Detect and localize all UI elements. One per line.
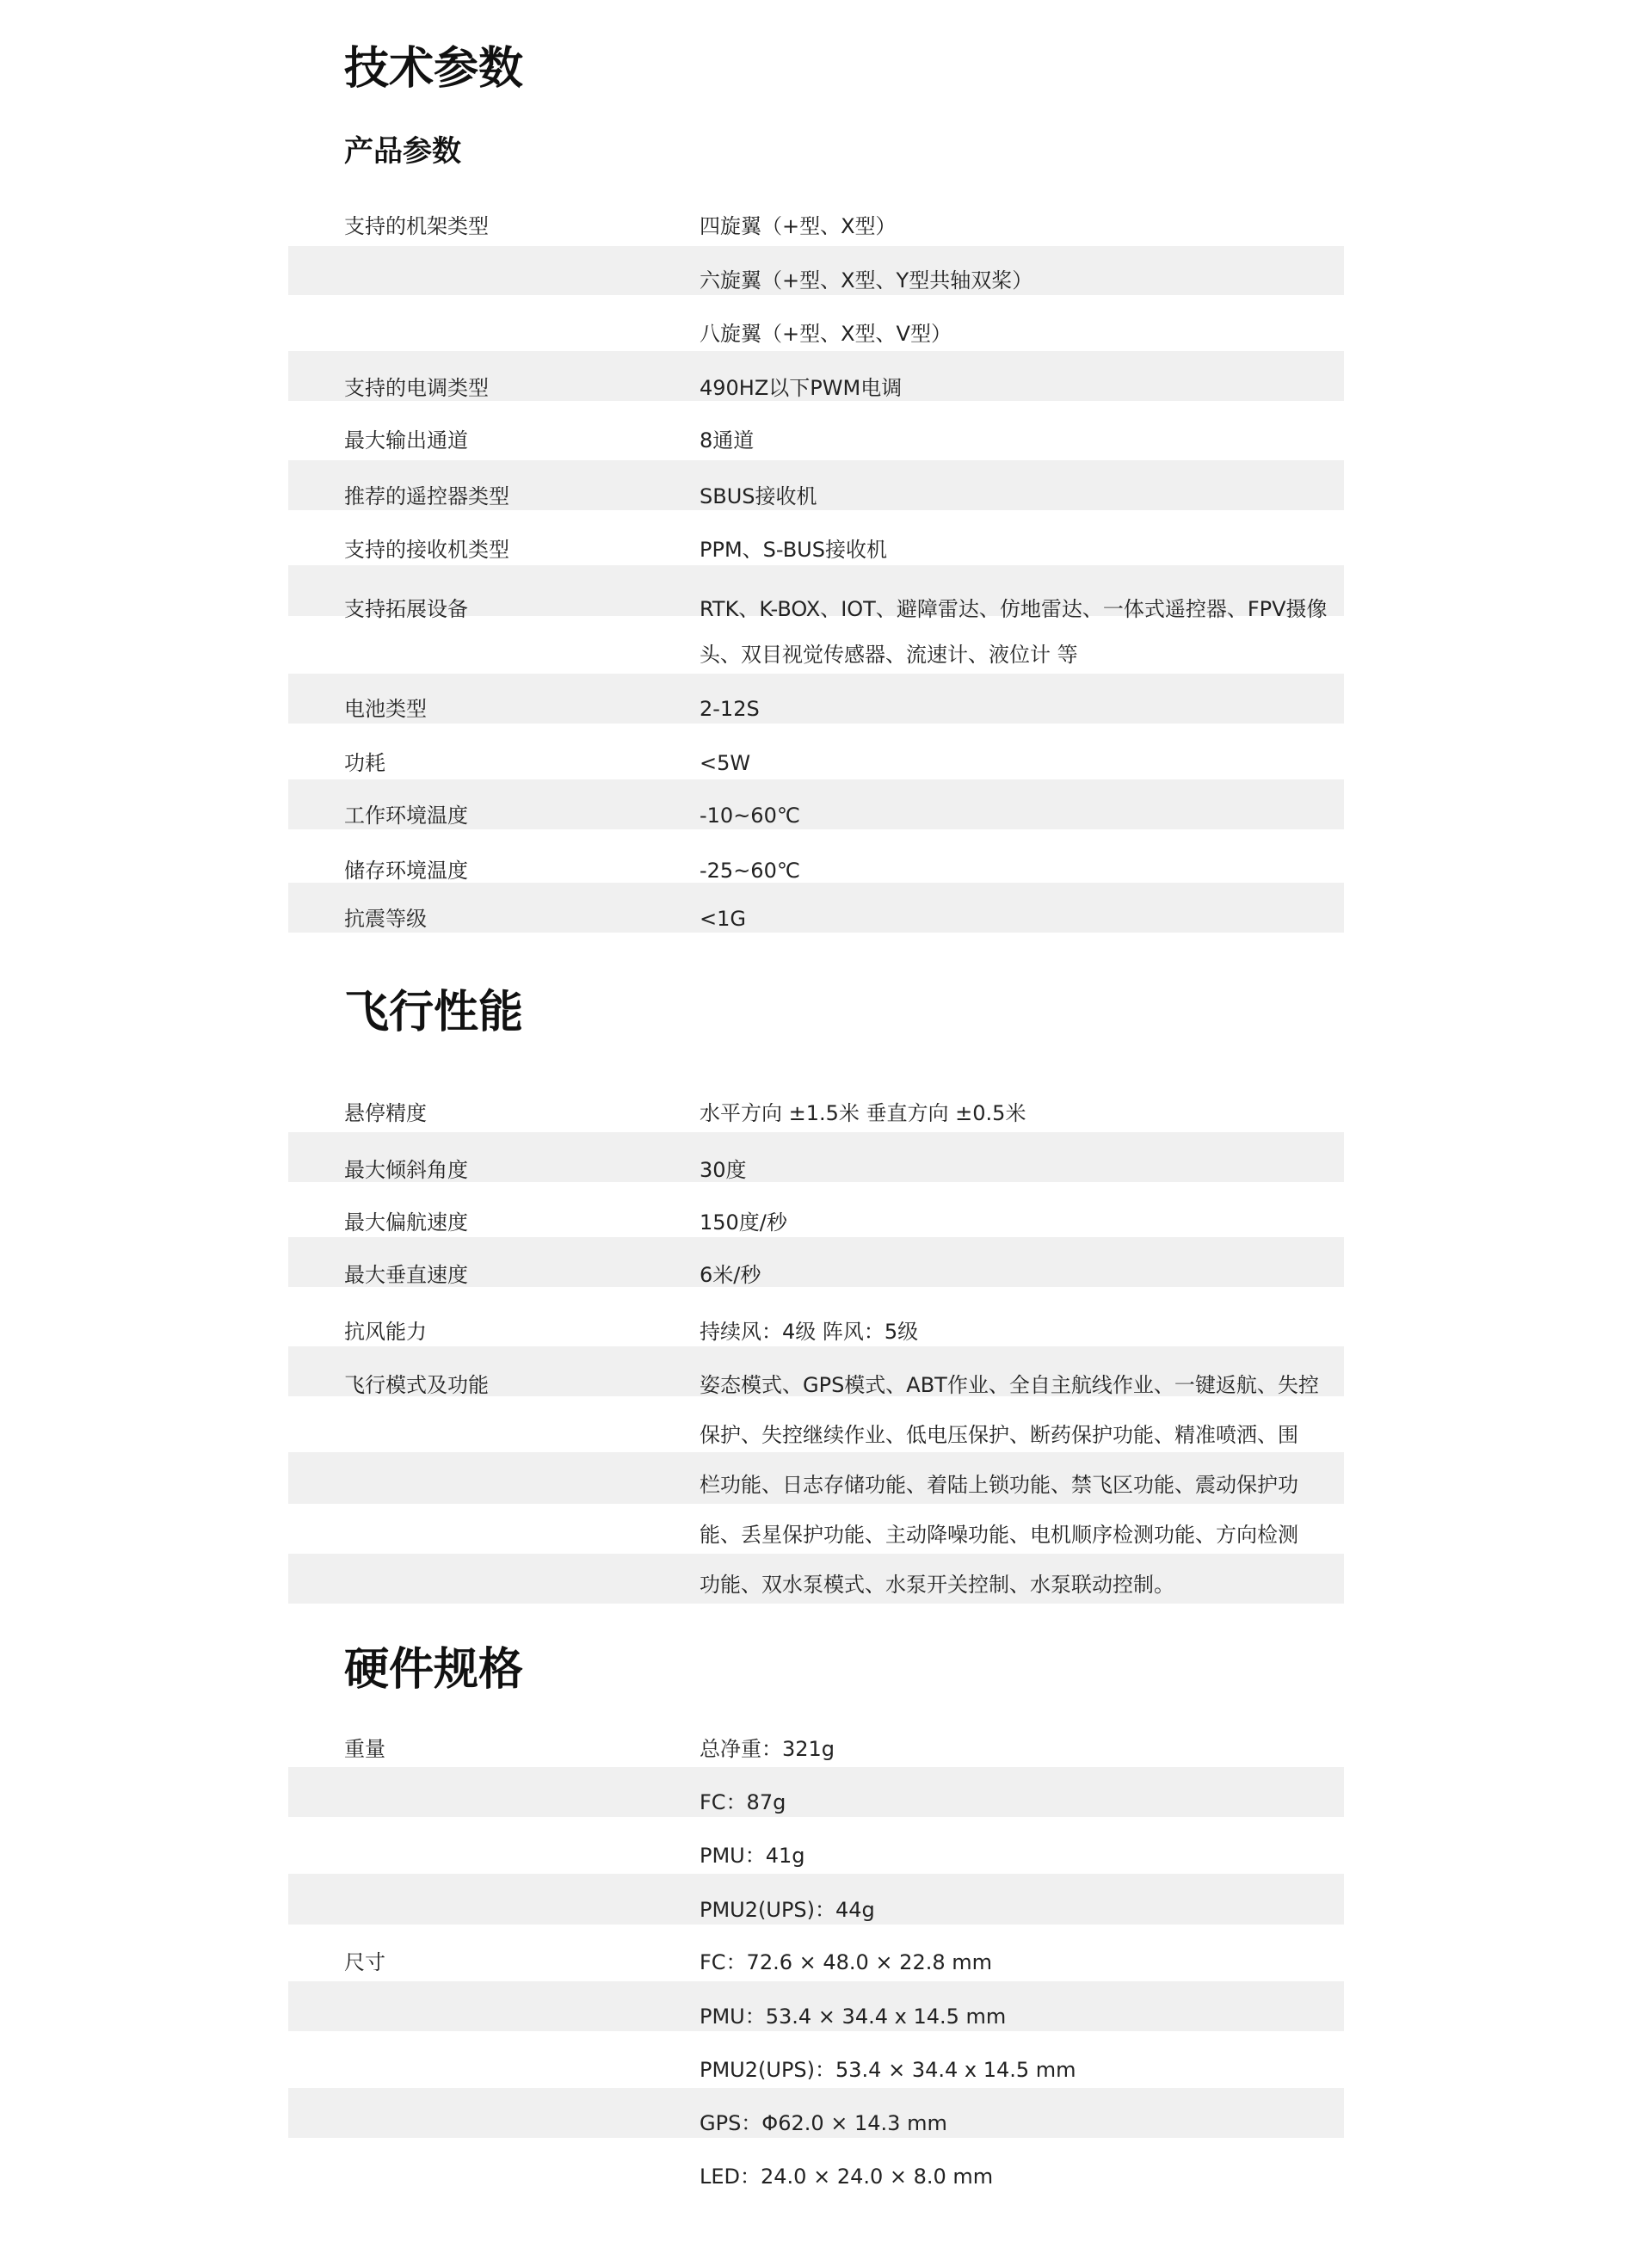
table-row-shading: [288, 883, 1344, 933]
spec-label: 储存环境温度: [344, 859, 468, 883]
spec-value: 保护、失控继续作业、低电压保护、断药保护功能、精准喷洒、围: [700, 1423, 1298, 1447]
spec-value: RTK、K-BOX、IOT、避障雷达、仿地雷达、一体式遥控器、FPV摄像: [700, 597, 1328, 621]
spec-label: 抗风能力: [344, 1320, 427, 1344]
spec-value: PMU2(UPS)：53.4 × 34.4 x 14.5 mm: [700, 2058, 1076, 2082]
spec-label: 功耗: [344, 751, 385, 775]
spec-label: 推荐的遥控器类型: [344, 484, 509, 508]
spec-value: LED：24.0 × 24.0 × 8.0 mm: [700, 2165, 994, 2189]
spec-value: 水平方向 ±1.5米 垂直方向 ±0.5米: [700, 1101, 1026, 1125]
spec-value: -25~60℃: [700, 859, 800, 883]
spec-value: 能、丢星保护功能、主动降噪功能、电机顺序检测功能、方向检测: [700, 1523, 1298, 1547]
spec-label: 支持的电调类型: [344, 376, 489, 400]
spec-label: 最大倾斜角度: [344, 1158, 468, 1182]
spec-value: 30度: [700, 1158, 747, 1182]
spec-label: 电池类型: [344, 697, 427, 721]
spec-value: FC：87g: [700, 1790, 786, 1814]
spec-value: 2-12S: [700, 697, 760, 721]
spec-value: -10~60℃: [700, 804, 800, 828]
product-params-heading: 产品参数: [344, 134, 461, 169]
spec-value: GPS：Φ62.0 × 14.3 mm: [700, 2111, 947, 2135]
spec-value: 八旋翼（+型、X型、V型）: [700, 322, 952, 346]
page-title: 技术参数: [344, 43, 524, 95]
spec-label: 支持的机架类型: [344, 214, 489, 238]
table-row-shading: [288, 1767, 1344, 1817]
spec-label: 最大垂直速度: [344, 1263, 468, 1287]
spec-value: PMU2(UPS)：44g: [700, 1898, 875, 1922]
spec-value: PMU：41g: [700, 1844, 805, 1868]
spec-value: PMU：53.4 × 34.4 x 14.5 mm: [700, 2005, 1007, 2029]
spec-value: 四旋翼（+型、X型）: [700, 214, 897, 238]
spec-value: 姿态模式、GPS模式、ABT作业、全自主航线作业、一键返航、失控: [700, 1373, 1319, 1397]
flight-performance-heading: 飞行性能: [344, 987, 524, 1038]
spec-value: 150度/秒: [700, 1210, 787, 1235]
spec-value: 功能、双水泵模式、水泵开关控制、水泵联动控制。: [700, 1573, 1174, 1597]
spec-label: 支持的接收机类型: [344, 538, 509, 562]
spec-value: <5W: [700, 751, 751, 775]
spec-value: 490HZ以下PWM电调: [700, 376, 903, 400]
spec-label: 悬停精度: [344, 1101, 427, 1125]
hardware-specs-heading: 硬件规格: [344, 1644, 524, 1696]
table-row-shading: [288, 674, 1344, 724]
spec-label: 抗震等级: [344, 907, 427, 931]
spec-value: 总净重：321g: [700, 1737, 835, 1761]
spec-value: PPM、S-BUS接收机: [700, 538, 887, 562]
spec-value: 持续风：4级 阵风：5级: [700, 1320, 919, 1344]
spec-label: 最大偏航速度: [344, 1210, 468, 1235]
spec-label: 尺寸: [344, 1950, 385, 1974]
spec-value: 头、双目视觉传感器、流速计、液位计 等: [700, 643, 1078, 667]
spec-label: 支持拓展设备: [344, 597, 468, 621]
spec-label: 飞行模式及功能: [344, 1373, 489, 1397]
spec-value: 栏功能、日志存储功能、着陆上锁功能、禁飞区功能、震动保护功: [700, 1473, 1298, 1497]
spec-label: 最大输出通道: [344, 428, 468, 453]
spec-value: FC：72.6 × 48.0 × 22.8 mm: [700, 1950, 992, 1974]
spec-value: 6米/秒: [700, 1263, 761, 1287]
spec-label: 工作环境温度: [344, 804, 468, 828]
spec-value: SBUS接收机: [700, 484, 817, 508]
spec-value: <1G: [700, 907, 746, 931]
spec-value: 8通道: [700, 428, 755, 453]
spec-label: 重量: [344, 1737, 385, 1761]
spec-value: 六旋翼（+型、X型、Y型共轴双桨）: [700, 268, 1033, 293]
